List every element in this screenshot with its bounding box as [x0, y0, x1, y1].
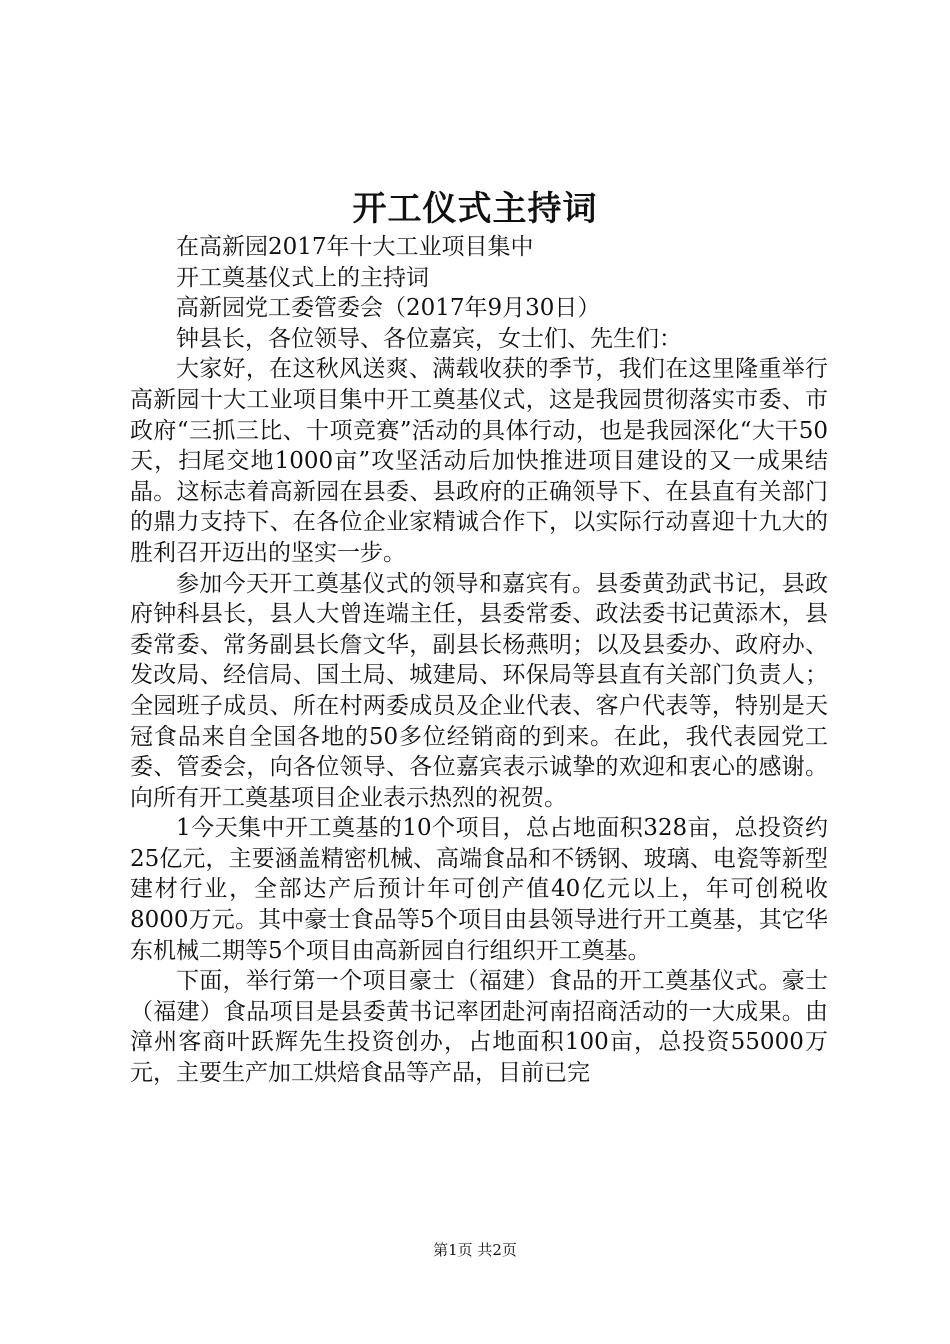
paragraph-first-project: 下面，举行第一个项目豪士（福建）食品的开工奠基仪式。豪士（福建）食品项目是县委黄书记率团赴河南招商活动的一大成果。由漳州客商叶跃辉先生投资创办，占地面积100亩，总投资55000万元，主要生产加工烘焙食品等产品，目前已完	[130, 968, 828, 1087]
document-body	[130, 232, 828, 1089]
paragraph-guests: 参加今天开工奠基仪式的领导和嘉宾有。县委黄劲武书记，县政府钟科县长，县人大曾连端主任，县委常委、政法委书记黄添木，县委常委、常务副县长詹文华，副县长杨燕明；以及县委办、政府办、发改局、经信局、国土局、城建局、环保局等县直有关部门负责人；全园班子成员、所在村两委成员及企业代表、客户代表等，特别是天冠食品来自全国各地的50多位经销商的到来。在此，我代表园党工委、管委会，向各位领导、各位嘉宾表示诚挚的欢迎和衷心的感谢。向所有开工奠基项目企业表示热烈的祝贺。	[130, 570, 828, 811]
document-title: 开工仪式主持词	[352, 189, 598, 229]
paragraph-projects: 1今天集中开工奠基的10个项目，总占地面积328亩，总投资约25亿元，主要涵盖精密机械、高端食品和不锈钢、玻璃、电瓷等新型建材行业，全部达产后预计年可创产值40亿元以上，年可创税收8000万元。其中豪士食品等5个项目由县领导进行开工奠基，其它华东机械二期等5个项目由高新园自行组织开工奠基。	[130, 815, 828, 964]
paragraph-issuer-date: 高新园党工委管委会（2017年9月30日）	[176, 295, 601, 322]
paragraph-salutation: 钟县长，各位领导、各位嘉宾，女士们、先生们：	[176, 325, 682, 352]
paragraph-subtitle-1: 在高新园2017年十大工业项目集中	[176, 234, 534, 260]
paragraph-subtitle-2: 开工奠基仪式上的主持词	[176, 264, 429, 291]
paragraph-opening: 大家好，在这秋风送爽、满载收获的季节，我们在这里隆重举行高新园十大工业项目集中开工奠基仪式，这是我园贯彻落实市委、市政府“三抓三比、十项竞赛”活动的具体行动，也是我园深化“大干50天，扫尾交地1000亩”攻坚活动后加快推进项目建设的又一成果结晶。这标志着高新园在县委、县政府的正确领导下、在县直有关部门的鼎力支持下、在各位企业家精诚合作下，以实际行动喜迎十九大的胜利召开迈出的坚实一步。	[130, 356, 828, 566]
page-footer: 第1页 共2页	[433, 1241, 517, 1259]
